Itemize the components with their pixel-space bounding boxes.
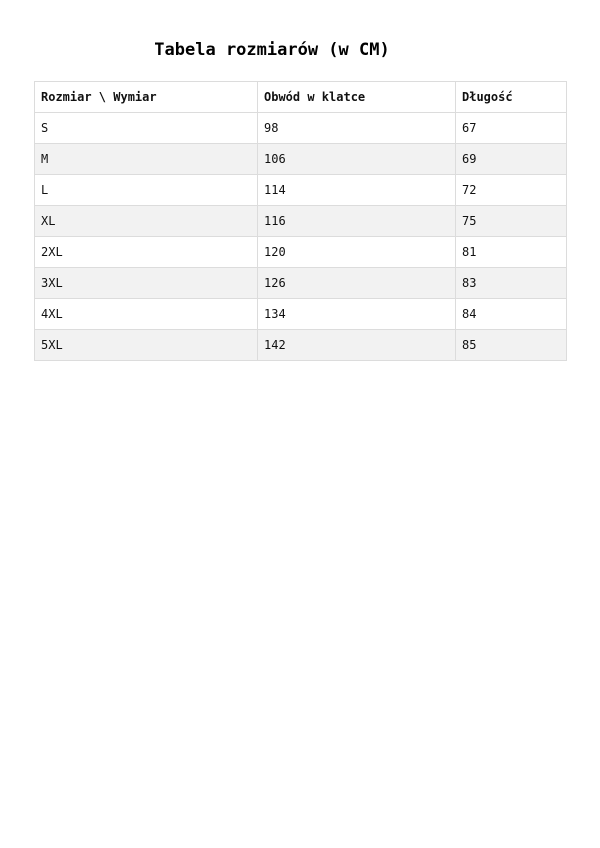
size-chart-table: [34, 81, 567, 361]
column-header-chest: Obwód w klatce: [258, 82, 456, 113]
page-title: Tabela rozmiarów (w CM): [154, 40, 390, 60]
cell-length: 85: [456, 330, 567, 361]
cell-size: 3XL: [35, 268, 258, 299]
cell-length: 83: [456, 268, 567, 299]
cell-size: M: [35, 144, 258, 175]
cell-size: L: [35, 175, 258, 206]
cell-chest: 116: [258, 206, 456, 237]
cell-chest: 114: [258, 175, 456, 206]
cell-length: 81: [456, 237, 567, 268]
cell-chest: 120: [258, 237, 456, 268]
table-row: [35, 144, 567, 175]
cell-chest: 126: [258, 268, 456, 299]
cell-length: 72: [456, 175, 567, 206]
cell-size: S: [35, 113, 258, 144]
cell-length: 84: [456, 299, 567, 330]
table-row: [35, 330, 567, 361]
cell-chest: 142: [258, 330, 456, 361]
cell-size: XL: [35, 206, 258, 237]
cell-chest: 134: [258, 299, 456, 330]
table-row: [35, 299, 567, 330]
cell-size: 4XL: [35, 299, 258, 330]
table-row: [35, 175, 567, 206]
cell-size: 5XL: [35, 330, 258, 361]
table-row: [35, 113, 567, 144]
column-header-size: Rozmiar \ Wymiar: [35, 82, 258, 113]
cell-length: 75: [456, 206, 567, 237]
column-header-length: Długość: [456, 82, 567, 113]
cell-chest: 98: [258, 113, 456, 144]
table-row: [35, 268, 567, 299]
cell-size: 2XL: [35, 237, 258, 268]
table-row: [35, 206, 567, 237]
table-row: [35, 237, 567, 268]
cell-chest: 106: [258, 144, 456, 175]
cell-length: 67: [456, 113, 567, 144]
table-header-row: [35, 82, 567, 113]
cell-length: 69: [456, 144, 567, 175]
